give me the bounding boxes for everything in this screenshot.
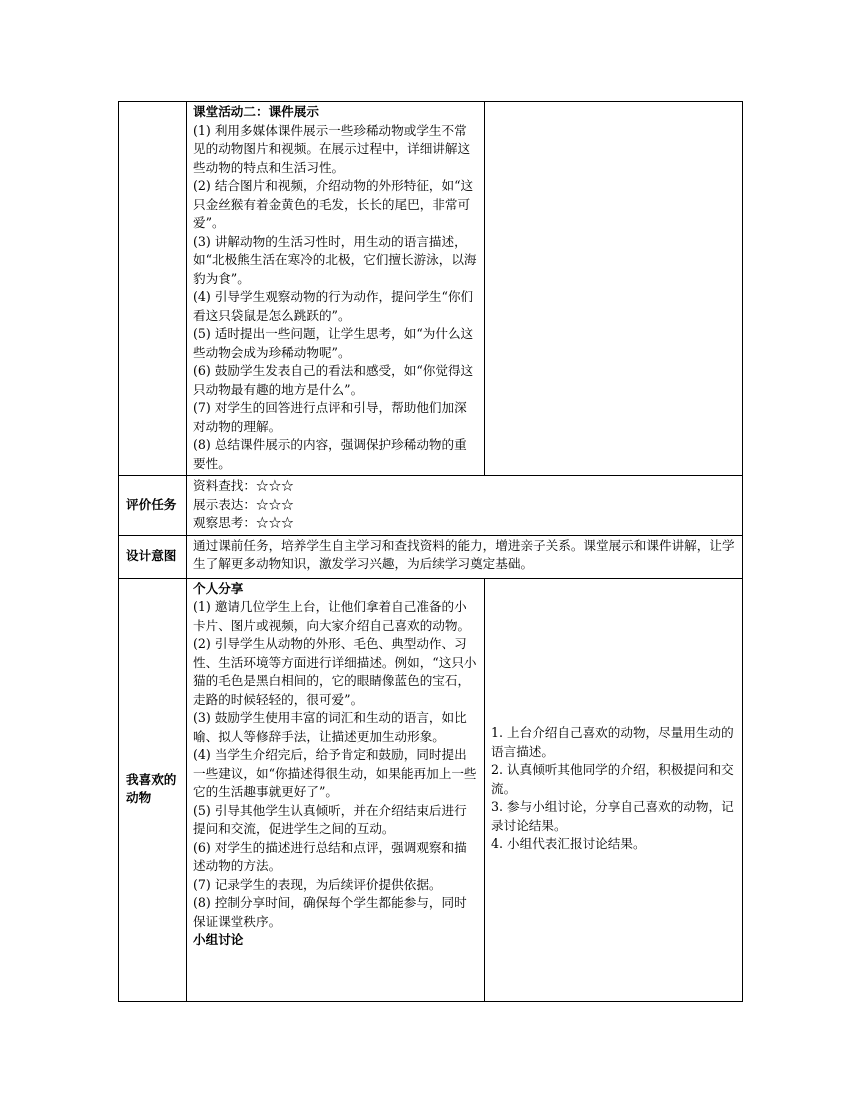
activity2-heading: 课堂活动二：课件展示 xyxy=(193,104,319,119)
evaluation-label: 评价任务 xyxy=(119,476,187,536)
share-item: (1) 邀请几位学生上台，让他们拿着自己准备的小卡片、图片或视频，向大家介绍自己喜欢的动物。 xyxy=(193,599,471,633)
design-intent-label: 设计意图 xyxy=(119,535,187,578)
share-item: (7) 记录学生的表现，为后续评价提供依据。 xyxy=(193,876,442,892)
lesson-plan-table xyxy=(118,101,743,1002)
activity2-student-cell xyxy=(485,102,743,476)
evaluation-item: 资料查找：☆☆☆ xyxy=(193,478,294,493)
share-item: (2) 引导学生从动物的外形、毛色、典型动作、习性、生活环境等方面进行详细描述。例如，“这只小猫的毛色是黑白相间的，它的眼睛像蓝色的宝石，走路的时候轻轻的，很可爱”。 xyxy=(193,636,477,707)
share-item: (4) 当学生介绍完后，给予肯定和鼓励，同时提出一些建议，如“你描述得很生动，如果能再加上一些它的生活趣事就更好了”。 xyxy=(193,747,477,799)
evaluation-content-cell xyxy=(187,476,743,536)
student-activity-item: 1. 上台介绍自己喜欢的动物，尽量用生动的语言描述。 xyxy=(491,725,734,759)
activity2-item: (2) 结合图片和视频，介绍动物的外形特征，如“这只金丝猴有着金黄色的毛发，长长的尾巴，非常可爱”。 xyxy=(193,178,474,230)
group-discussion-heading: 小组讨论 xyxy=(193,932,244,947)
favorite-animal-row xyxy=(119,578,743,1001)
activity2-item: (7) 对学生的回答进行点评和引导，帮助他们加深对动物的理解。 xyxy=(193,400,467,434)
evaluation-item: 观察思考：☆☆☆ xyxy=(193,515,294,530)
share-item: (6) 对学生的描述进行总结和点评，强调观察和描述动物的方法。 xyxy=(193,839,467,873)
favorite-animal-label: 我喜欢的动物 xyxy=(119,578,187,1001)
student-activity-item: 2. 认真倾听其他同学的介绍，积极提问和交流。 xyxy=(491,762,734,796)
design-intent-text: 通过课前任务，培养学生自主学习和查找资料的能力，增进亲子关系。课堂展示和课件讲解，让学生了解更多动物知识，激发学习兴趣，为后续学习奠定基础。 xyxy=(187,535,743,578)
share-item: (8) 控制分享时间，确保每个学生都能参与，同时保证课堂秩序。 xyxy=(193,895,467,929)
design-intent-row xyxy=(119,535,743,578)
favorite-student-cell xyxy=(485,578,743,1001)
favorite-teacher-cell xyxy=(187,578,485,1001)
activity2-label-cell xyxy=(119,102,187,476)
student-activity-item: 3. 参与小组讨论，分享自己喜欢的动物，记录讨论结果。 xyxy=(491,799,734,833)
activity2-row xyxy=(119,102,743,476)
share-item: (5) 引导其他学生认真倾听，并在介绍结束后进行提问和交流，促进学生之间的互动。 xyxy=(193,802,467,836)
activity2-item: (6) 鼓励学生发表自己的看法和感受，如“你觉得这只动物最有趣的地方是什么”。 xyxy=(193,363,474,397)
activity2-teacher-cell xyxy=(187,102,485,476)
personal-share-heading: 个人分享 xyxy=(193,580,244,596)
evaluation-item: 展示表达：☆☆☆ xyxy=(193,496,294,512)
activity2-item: (1) 利用多媒体课件展示一些珍稀动物或学生不常见的动物图片和视频。在展示过程中，详细讲解这些动物的特点和生活习性。 xyxy=(193,122,471,175)
share-item: (3) 鼓励学生使用丰富的词汇和生动的语言，如比喻、拟人等修辞手法，让描述更加生动形象。 xyxy=(193,710,467,744)
activity2-item: (5) 适时提出一些问题，让学生思考，如“为什么这些动物会成为珍稀动物呢”。 xyxy=(193,326,474,360)
evaluation-row xyxy=(119,476,743,536)
activity2-item: (4) 引导学生观察动物的行为动作，提问学生“你们看这只袋鼠是怎么跳跃的”。 xyxy=(193,289,474,323)
activity2-item: (8) 总结课件展示的内容，强调保护珍稀动物的重要性。 xyxy=(193,437,467,471)
student-activity-item: 4. 小组代表汇报讨论结果。 xyxy=(491,836,646,852)
activity2-item: (3) 讲解动物的生活习性时，用生动的语言描述，如“北极熊生活在寒冷的北极，它们擅长游泳，以海豹为食”。 xyxy=(193,233,477,286)
